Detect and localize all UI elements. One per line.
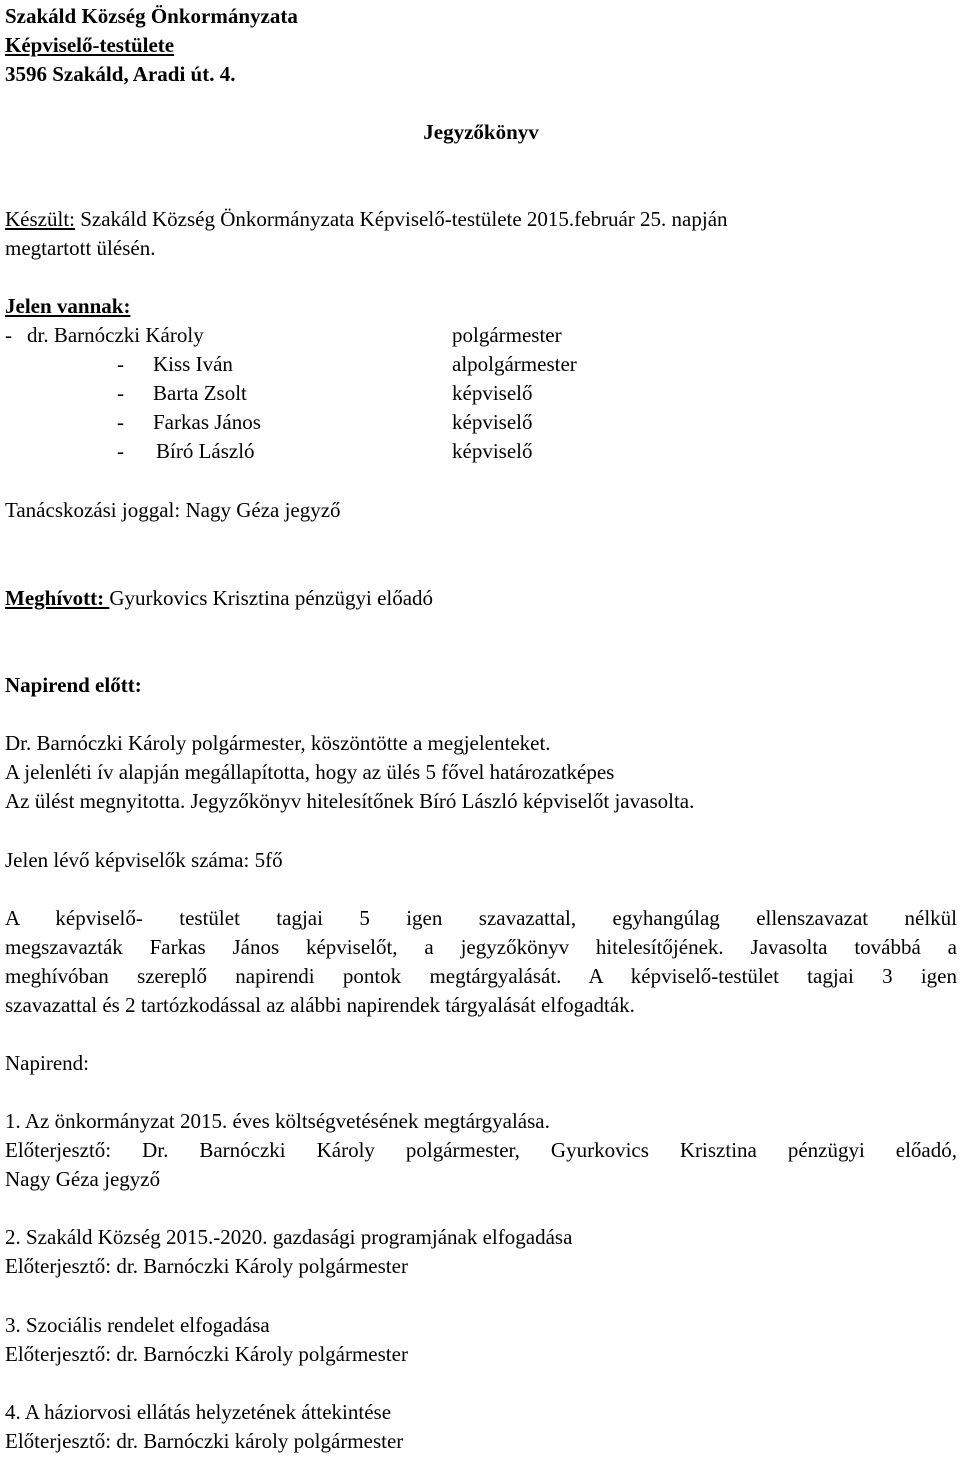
invited-label: Meghívott: [5,586,110,610]
header-body: Képviselő-testülete [5,33,175,57]
invited-text: Gyurkovics Krisztina pénzügyi előadó [109,586,434,610]
attendee-dash: - [117,352,124,376]
preagenda-line: Az ülést megnyitotta. Jegyzőkönyv hitelesítőnek Bíró László képviselőt javasolta. [5,789,695,813]
attendee-name: dr. Barnóczki Károly [27,323,204,347]
agenda-item-title: 3. Szociális rendelet elfogadása [5,1313,270,1337]
attendee-role: polgármester [452,323,562,347]
preagenda-line: A jelenléti ív alapján megállapította, hogy az ülés 5 fővel határozatképes [5,760,615,784]
preagenda-label: Napirend előtt: [5,673,142,697]
invited-line [5,584,433,613]
document-title: Jegyzőkönyv [423,120,539,144]
vote-line: A képviselő- testület tagjai 5 igen szavazattal, egyhangúlag ellenszavazat nélkül [5,906,957,930]
attendee-role: képviselő [452,410,533,434]
attendee-dash: - [117,410,124,434]
made-line [5,205,728,234]
attendee-name: Bíró László [156,439,255,463]
attendee-role: alpolgármester [452,352,577,376]
agenda-item-title: 4. A háziorvosi ellátás helyzetének áttekintése [5,1400,392,1424]
attendee-name: Barta Zsolt [153,381,247,405]
made-text: Szakáld Község Önkormányzata Képviselő-testülete 2015.február 25. napján [74,207,728,231]
agenda-item-presenter: Előterjesztő: Dr. Barnóczki Károly polgármester, Gyurkovics Krisztina pénzügyi előadó, [5,1138,957,1162]
agenda-item-presenter-2: Nagy Géza jegyző [5,1167,161,1191]
preagenda-line: Dr. Barnóczki Károly polgármester, köszöntötte a megjelenteket. [5,731,551,755]
made-line-2: megtartott ülésén. [5,236,156,260]
attendee-name: Farkas János [153,410,261,434]
attendee-role: képviselő [452,381,533,405]
advisory-line: Tanácskozási joggal: Nagy Géza jegyző [5,498,341,522]
agenda-item-presenter: Előterjesztő: dr. Barnóczki károly polgármester [5,1429,404,1453]
attendee-dash: - [117,381,124,405]
member-count: Jelen lévő képviselők száma: 5fő [5,848,283,872]
header-address: 3596 Szakáld, Aradi út. 4. [5,62,236,86]
agenda-item-presenter: Előterjesztő: dr. Barnóczki Károly polgármester [5,1342,408,1366]
attendee-dash: - [5,323,12,347]
header-org: Szakáld Község Önkormányzata [5,4,298,28]
vote-line-last: szavazattal és 2 tartózkodással az alábbi napirendek tárgyalását elfogadták. [5,993,635,1017]
present-label: Jelen vannak: [5,294,131,318]
agenda-item-title: 1. Az önkormányzat 2015. éves költségvetésének megtárgyalása. [5,1109,550,1133]
attendee-name: Kiss Iván [153,352,233,376]
attendee-dash: - [117,439,124,463]
made-label: Készült: [5,207,75,231]
agenda-item-title: 2. Szakáld Község 2015.-2020. gazdasági programjának elfogadása [5,1225,573,1249]
attendee-role: képviselő [452,439,533,463]
vote-line: meghívóban szereplő napirendi pontok megtárgyalását. A képviselő-testület tagjai 3 igen [5,964,957,988]
agenda-item-presenter: Előterjesztő: dr. Barnóczki Károly polgármester [5,1254,408,1278]
agenda-label: Napirend: [5,1051,89,1075]
vote-line: megszavazták Farkas János képviselőt, a jegyzőkönyv hitelesítőjének. Javasolta továbbá a [5,935,957,959]
